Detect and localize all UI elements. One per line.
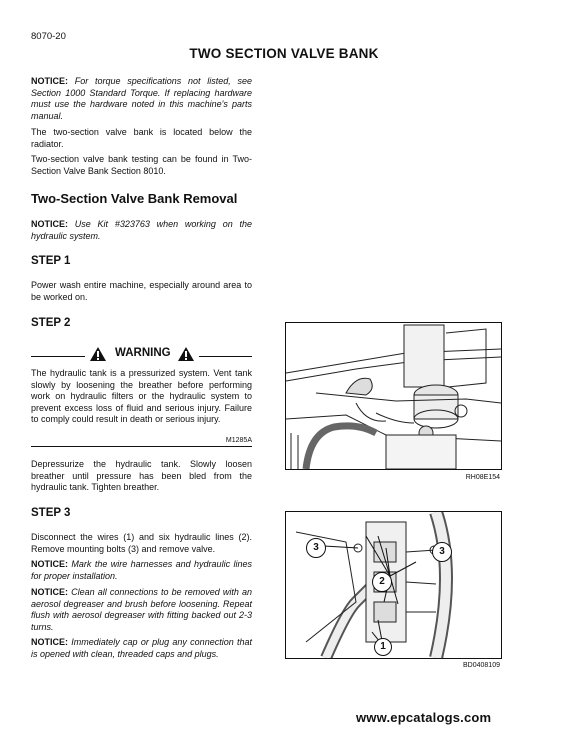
warning-title: WARNING [115, 347, 171, 359]
callout-3-left: 3 [306, 538, 326, 558]
hydraulic-tank-illustration [286, 323, 501, 469]
warning-triangle-icon [89, 346, 107, 362]
step-2-text: Depressurize the hydraulic tank. Slowly loosen breather until pressure has been bled from the hydraulic tank. Tighten breather. [31, 459, 252, 493]
notice-text: Mark the wire harnesses and hydraulic lines for proper installation. [31, 559, 252, 581]
warning-triangle-icon [177, 346, 195, 362]
step-3-heading: STEP 3 [31, 507, 71, 519]
callout-2: 2 [372, 572, 392, 592]
page-number: 8070-20 [31, 31, 66, 42]
callout-1: 1 [374, 638, 392, 656]
notice-text: Clean all connections to be removed with an aerosol degreaser and brush before loosening. Repeat flush with aerosol degreaser with fitting backed out 2-3 turns. [31, 587, 252, 632]
step-2-heading: STEP 2 [31, 317, 71, 329]
notice-text: Use Kit #323763 when working on the hydraulic system. [31, 219, 252, 241]
notice-text: For torque specifications not listed, see Section 1000 Standard Torque. If replacing hardware must use the hardware noted in this machine's parts manual. [31, 76, 252, 121]
notice-label: NOTICE: [31, 587, 68, 597]
warning-text: The hydraulic tank is a pressurized system. Vent tank slowly by loosening the breather before performing work on hydraulic filters or the hydraulic system to prevent excess loss of fluid and serious injury. Failure to comply could result in death or serious injury. [31, 368, 252, 425]
notice-kit [31, 219, 252, 242]
step-3-text: Disconnect the wires (1) and six hydraulic lines (2). Remove mounting bolts (3) and remove valve. [31, 532, 252, 554]
notice-cap [31, 637, 252, 660]
notice-torque [31, 76, 252, 122]
callout-3-right: 3 [432, 542, 452, 562]
warning-rule-right [199, 356, 252, 357]
warning-bottom-rule [31, 446, 252, 447]
notice-label: NOTICE: [31, 219, 68, 229]
notice-clean [31, 587, 252, 633]
figure-1-code: RH08E154 [465, 474, 500, 481]
notice-label: NOTICE: [31, 76, 68, 86]
paragraph-testing: Two-section valve bank testing can be found in Two-Section Valve Bank Section 8010. [31, 154, 252, 176]
warning-code: M1285A [225, 437, 252, 444]
step-1-heading: STEP 1 [31, 255, 71, 267]
notice-label: NOTICE: [31, 559, 68, 569]
notice-mark [31, 559, 252, 582]
step-1-text: Power wash entire machine, especially around area to be worked on. [31, 280, 252, 302]
callout-leaders [286, 512, 501, 658]
figure-hydraulic-tank [285, 322, 502, 470]
notice-text: Immediately cap or plug any connection that is opened with clean, threaded caps and plugs. [31, 637, 252, 659]
paragraph-location: The two-section valve bank is located below the radiator. [31, 127, 252, 149]
figure-2-code: BD0408109 [463, 662, 500, 669]
footer-watermark[interactable]: www.epcatalogs.com [356, 710, 492, 725]
warning-rule-left [31, 356, 85, 357]
page-title: TWO SECTION VALVE BANK [189, 46, 379, 61]
figure-valve-bank [285, 511, 502, 659]
notice-label: NOTICE: [31, 637, 68, 647]
warning-header [31, 346, 252, 362]
section-heading: Two-Section Valve Bank Removal [31, 191, 238, 206]
